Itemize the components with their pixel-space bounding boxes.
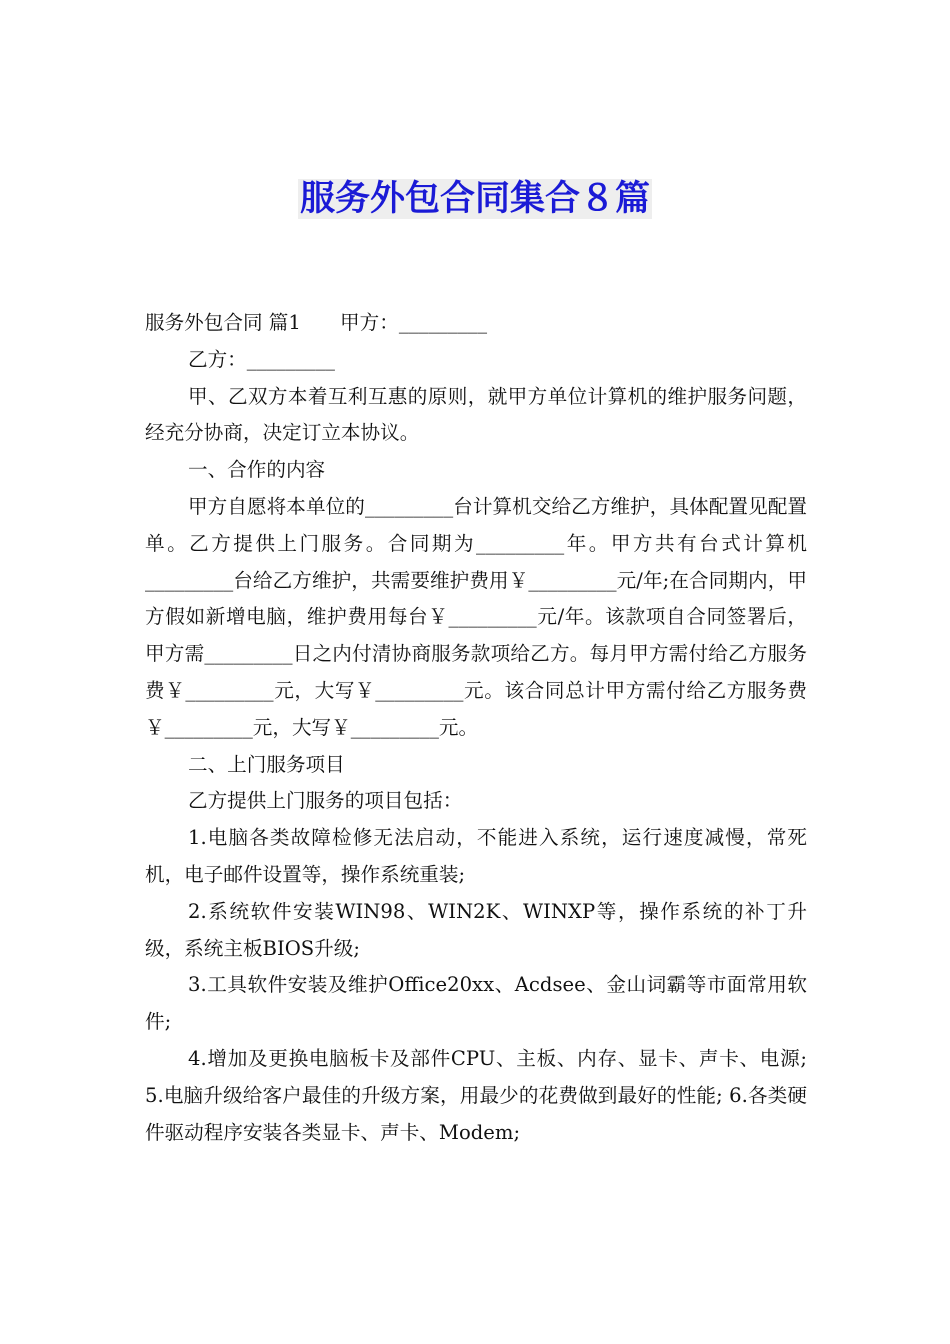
paragraph-party-b: 乙方：_________ [188,347,335,371]
list-item-2: 2.系统软件安装WIN98、WIN2K、WINXP等，操作系统的补丁升级，系统主板BIOS升级; [145,899,807,960]
paragraph-services-intro: 乙方提供上门服务的项目包括： [188,789,463,813]
document-body [145,305,807,1151]
document-title [0,172,950,226]
list-item-3: 3.工具软件安装及维护Office20xx、Acdsee、金山词霸等市面常用软件; [145,973,807,1034]
list-item-4-6: 4.增加及更换电脑板卡及部件CPU、主板、内存、显卡、声卡、电源; 5.电脑升级给客户最佳的升级方案，用最少的花费做到最好的性能; 6.各类硬件驱动程序安装各类显卡、声卡、Modem; [145,1046,807,1144]
document-title-text: 服务外包合同集合８篇 [299,179,650,219]
list-item-1: 1.电脑各类故障检修无法启动，不能进入系统，运行速度减慢，常死机，电子邮件设置等，操作系统重装; [145,826,807,886]
paragraph-intro: 甲、乙双方本着互利互惠的原则，就甲方单位计算机的维护服务问题，经充分协商，决定订立本协议。 [145,384,807,445]
paragraph-cooperation-content: 甲方自愿将本单位的_________台计算机交给乙方维护，具体配置见配置单。乙方提供上门服务。合同期为_________年。甲方共有台式计算机_________台给乙方维护，共需要维护费用￥_________元/年;在合同期内，甲方假如新增电脑，维护费用每台￥_________元/年。该款项自合同签署后，甲方需_________日之内付清协商服务款项给乙方。每月甲方需付给乙方服务费￥_________元，大写￥_________元。该合同总计甲方需付给乙方服务费￥_________元，大写￥_________元。 [145,494,807,739]
paragraph-heading: 服务外包合同 篇1 甲方：_________ [145,311,487,334]
section-heading-cooperation: 一、合作的内容 [188,458,326,482]
section-heading-services: 二、上门服务项目 [188,752,345,776]
